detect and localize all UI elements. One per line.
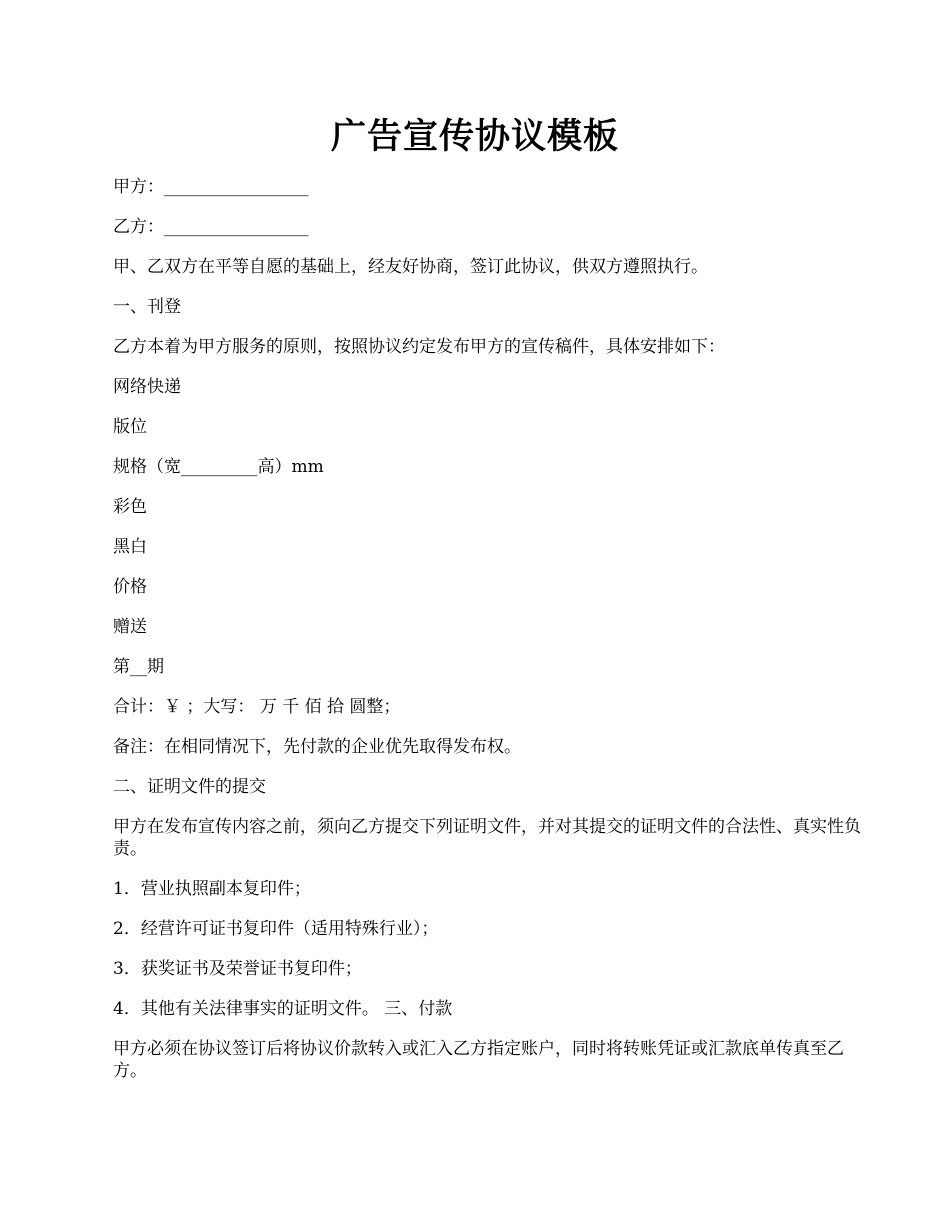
intro-paragraph: 甲、乙双方在平等自愿的基础上，经友好协商，签订此协议，供双方遵照执行。 (113, 257, 708, 277)
party-b-line: 乙方：_________________ (113, 217, 309, 237)
item-price: 价格 (113, 577, 147, 597)
section2-heading: 二、证明文件的提交 (113, 777, 266, 797)
section3-body: 甲方必须在协议签订后将协议价款转入或汇入乙方指定账户，同时将转账凭证或汇款底单传真至乙方。 (113, 1039, 844, 1081)
item-bw: 黑白 (113, 537, 147, 557)
section2-body: 甲方在发布宣传内容之前，须向乙方提交下列证明文件，并对其提交的证明文件的合法性、真实性负责。 (113, 817, 861, 859)
document-body (113, 176, 863, 1100)
item-layout: 版位 (113, 417, 147, 437)
doc-item-1: 1．营业执照副本复印件； (113, 879, 311, 899)
doc-item-3: 3．获奖证书及荣誉证书复印件； (113, 959, 362, 979)
note-paragraph: 备注：在相同情况下，先付款的企业优先取得发布权。 (113, 737, 521, 757)
document-title: 广告宣传协议模板 (330, 116, 619, 157)
section1-body: 乙方本着为甲方服务的原则，按照协议约定发布甲方的宣传稿件，具体安排如下： (113, 337, 725, 357)
item-issue: 第__期 (113, 657, 164, 677)
party-a-line: 甲方：_________________ (113, 177, 309, 197)
doc-item-4: 4．其他有关法律事实的证明文件。 三、付款 (113, 999, 453, 1019)
item-network-express: 网络快递 (113, 377, 181, 397)
item-spec: 规格（宽_________高）mm (113, 457, 324, 477)
item-gift: 赠送 (113, 617, 147, 637)
item-total: 合计：￥ ；大写： 万 千 佰 拾 圆整； (113, 697, 401, 717)
section1-heading: 一、刊登 (113, 297, 181, 317)
item-color: 彩色 (113, 497, 147, 517)
doc-item-2: 2．经营许可证书复印件（适用特殊行业）； (113, 919, 439, 939)
